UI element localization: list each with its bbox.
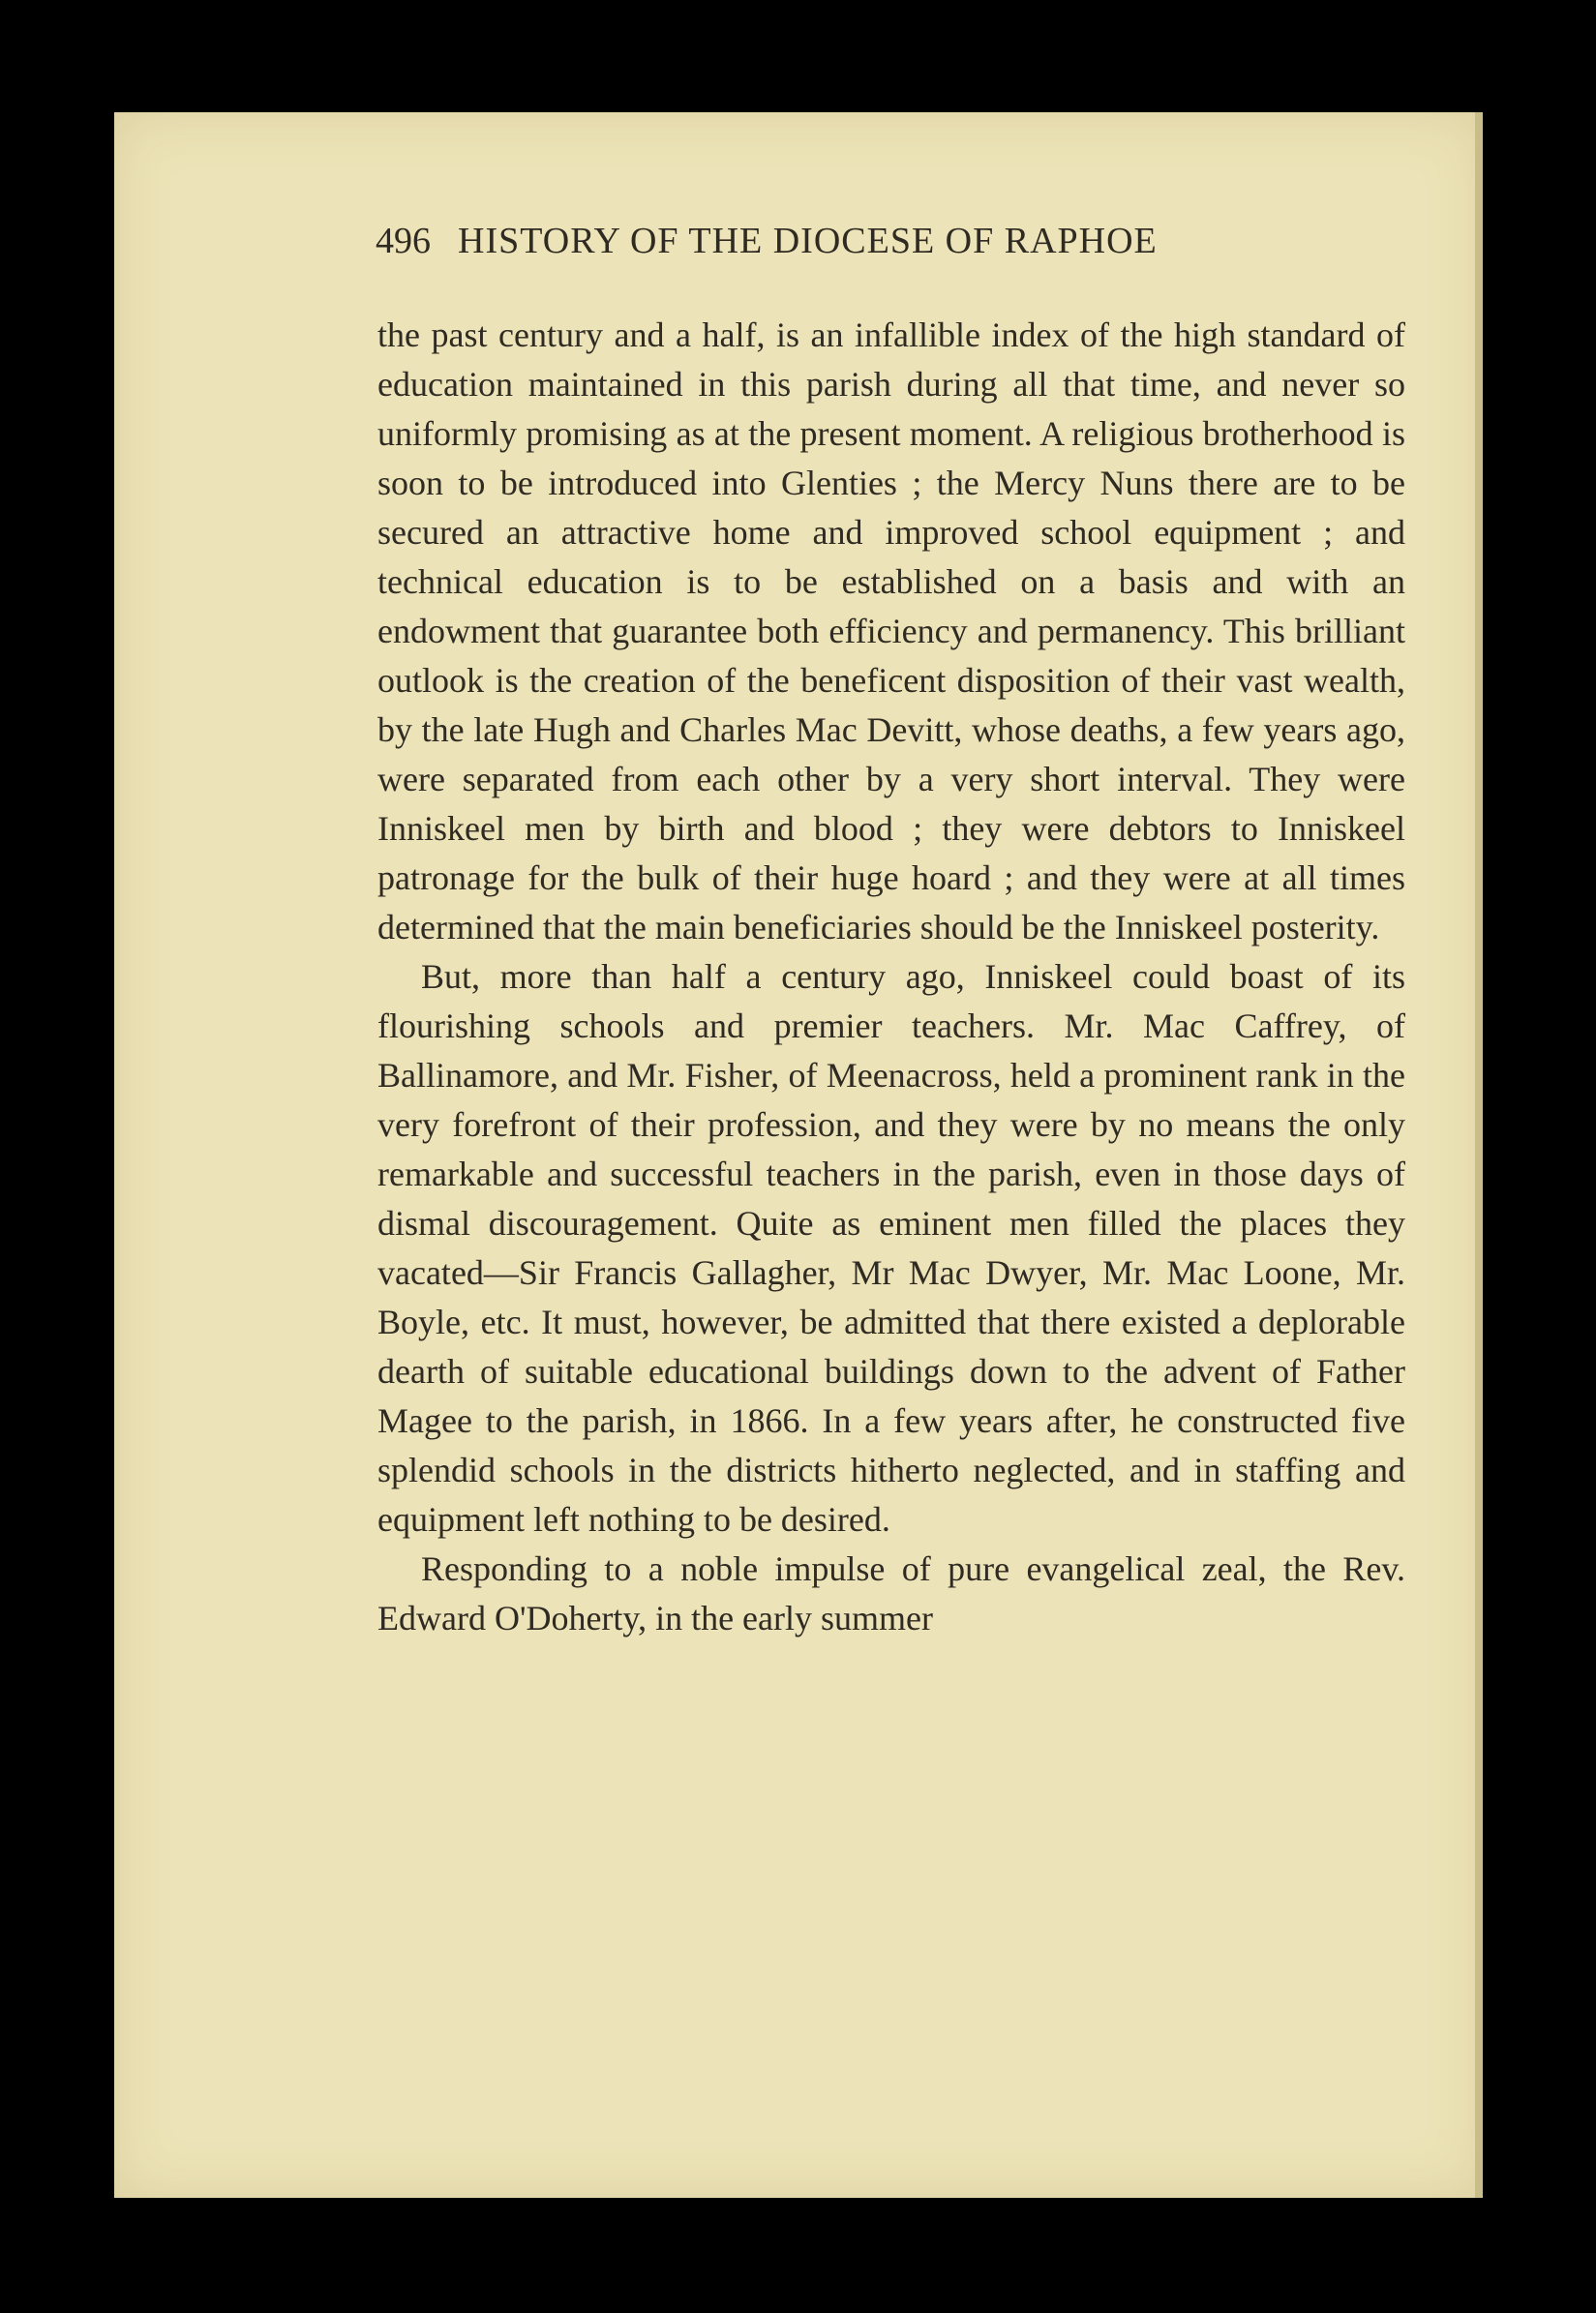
paragraph-1: the past century and a half, is an infallible index of the high standard of education maintained in this parish during all that time, and never so uniformly promising as at the present moment. A religious brotherhood is soon to be introduced into Glenties ; the Mercy Nuns there are to be secured an attractive home and improved school equipment ; and technical education is to be established on a basis and with an endowment that guarantee both efficiency and permanency. This brilliant outlook is the creation of the beneficent disposition of their vast wealth, by the late Hugh and Charles Mac Devitt, whose deaths, a few years ago, were separated from each other by a very short interval. They were Inniskeel men by birth and blood ; they were debtors to Inniskeel patronage for the bulk of their huge hoard ; and they were at all times determined that the main beneficiaries should be the Inniskeel posterity.: [377, 315, 1405, 946]
page-edge: [1475, 112, 1483, 2198]
running-title: HISTORY OF THE DIOCESE OF RAPHOE: [458, 221, 1158, 261]
paragraph-3: Responding to a noble impulse of pure evangelical zeal, the Rev. Edward O'Doherty, in the early summer: [377, 1549, 1405, 1637]
running-head: [376, 220, 1357, 278]
body-text: [377, 311, 1405, 1643]
page-number: 496: [376, 221, 431, 261]
paragraph-2: But, more than half a century ago, Inniskeel could boast of its flourishing schools and premier teachers. Mr. Mac Caffrey, of Ballinamore, and Mr. Fisher, of Meenacross, held a prominent rank in the very forefront of their profession, and they were by no means the only remarkable and successful teachers in the parish, even in those days of dismal discouragement. Quite as eminent men filled the places they vacated—Sir Francis Gallagher, Mr Mac Dwyer, Mr. Mac Loone, Mr. Boyle, etc. It must, however, be admitted that there existed a deplorable dearth of suitable educational buildings down to the advent of Father Magee to the parish, in 1866. In a few years after, he constructed five splendid schools in the districts hitherto neglected, and in staffing and equipment left nothing to be desired.: [377, 957, 1405, 1539]
